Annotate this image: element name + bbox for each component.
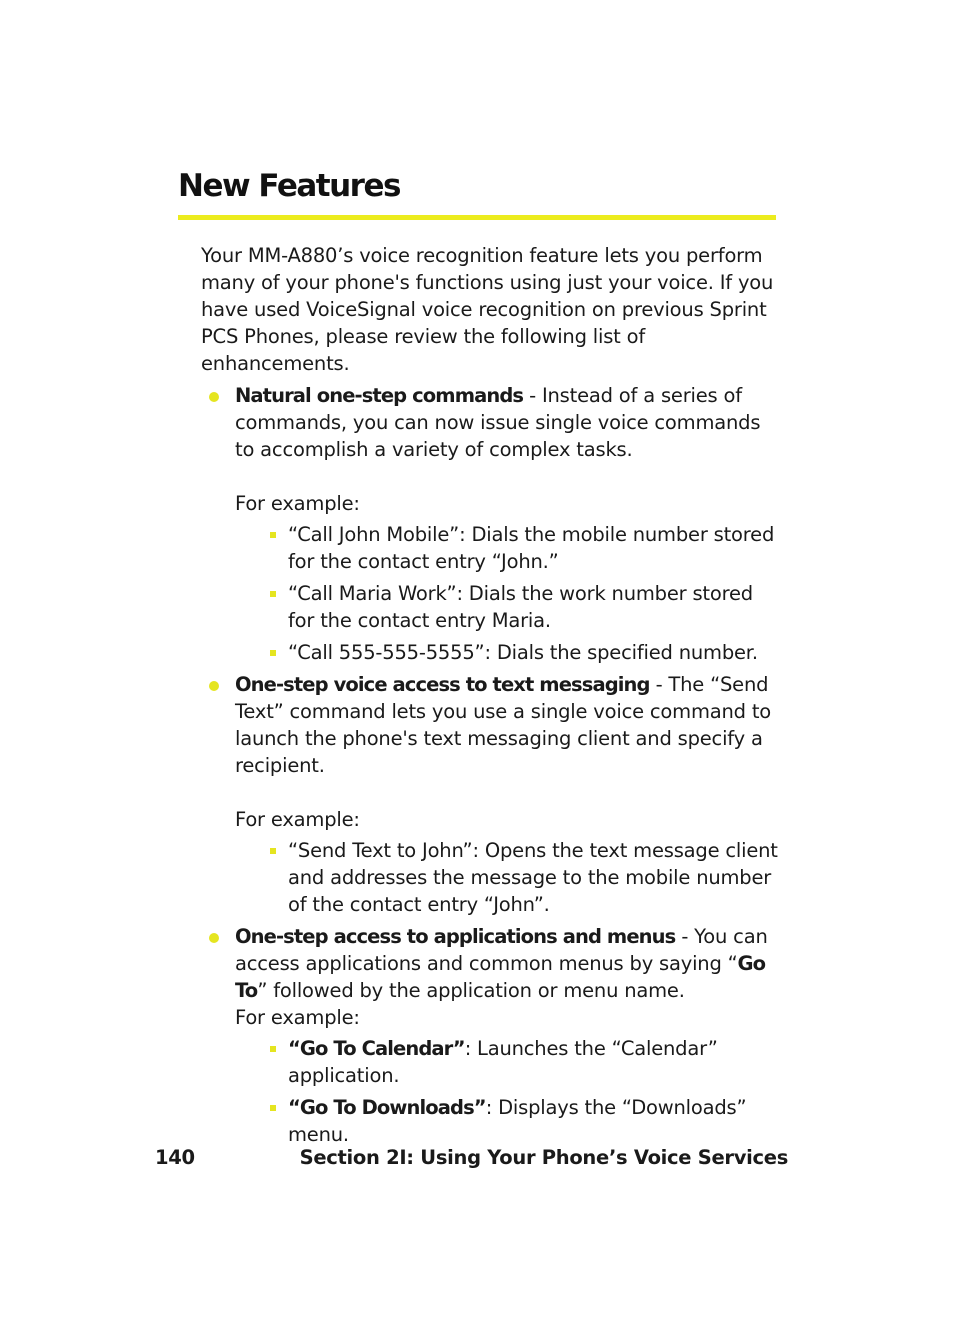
- intro-paragraph: Your MM-A880’s voice recognition feature lets you perform many of your phone's functions using just your voice. If you have used VoiceSignal voice recognition on previous Sprint PCS Phones, please review the following list of enhancements.: [201, 244, 774, 375]
- example-item: “Call 555-555-5555”: Dials the specified number.: [235, 639, 781, 666]
- go-to-keyword: Go To: [235, 952, 766, 1002]
- example-item: “Send Text to John”: Opens the text message client and addresses the message to the mobile number of the contact entry “John”.: [235, 837, 781, 918]
- circle-bullet-icon: [209, 681, 219, 691]
- feature-description: - Instead of a series of commands, you can now issue single voice commands to accomplish a variety of complex tasks.: [235, 384, 761, 461]
- example-item: “Go To Downloads”: Displays the “Downloads” menu.: [235, 1094, 781, 1148]
- feature-item-text-messaging: [201, 671, 781, 918]
- example-list: [235, 521, 781, 666]
- feature-description: - The “Send Text” command lets you use a single voice command to launch the phone's text messaging client and specify a recipient.: [235, 673, 772, 777]
- square-bullet-icon: [270, 848, 276, 854]
- section-title: Section 2I: Using Your Phone’s Voice Services: [299, 1146, 788, 1169]
- feature-heading: One-step access to applications and menus: [235, 925, 676, 948]
- example-label: For example:: [235, 808, 360, 831]
- square-bullet-icon: [270, 591, 276, 597]
- feature-item-applications-menus: [201, 923, 781, 1148]
- square-bullet-icon: [270, 532, 276, 538]
- example-item: “Call John Mobile”: Dials the mobile number stored for the contact entry “John.”: [235, 521, 781, 575]
- feature-heading: Natural one-step commands: [235, 384, 524, 407]
- circle-bullet-icon: [209, 392, 219, 402]
- feature-description: - You can access applications and common menus by saying “: [235, 925, 768, 975]
- example-list: [235, 1035, 781, 1148]
- feature-heading: One-step voice access to text messaging: [235, 673, 650, 696]
- page-number: 140: [155, 1146, 195, 1169]
- feature-list: [201, 382, 781, 1148]
- feature-description-end: ” followed by the application or menu name.: [257, 979, 685, 1002]
- circle-bullet-icon: [209, 933, 219, 943]
- example-label: For example:: [235, 492, 360, 515]
- example-item: “Call Maria Work”: Dials the work number stored for the contact entry Maria.: [235, 580, 781, 634]
- main-content: [201, 242, 781, 1153]
- example-list: [235, 837, 781, 918]
- example-item: “Go To Calendar”: Launches the “Calendar” application.: [235, 1035, 781, 1089]
- square-bullet-icon: [270, 1046, 276, 1052]
- example-label: For example:: [235, 1006, 360, 1029]
- square-bullet-icon: [270, 1105, 276, 1111]
- title-underline: [178, 215, 776, 220]
- square-bullet-icon: [270, 650, 276, 656]
- page-title: New Features: [178, 168, 400, 204]
- feature-item-natural-commands: [201, 382, 781, 666]
